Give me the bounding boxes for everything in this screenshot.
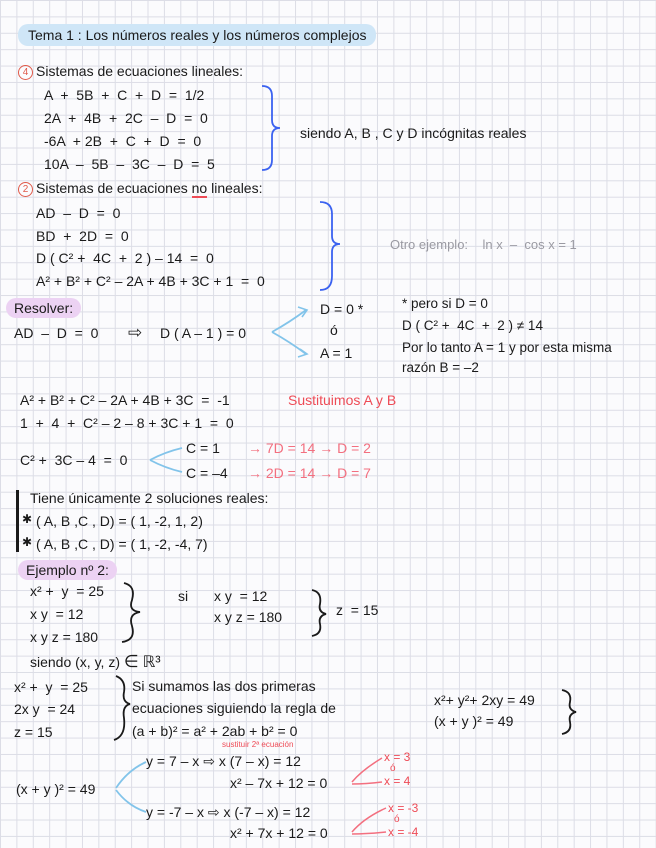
other-example: Otro ejemplo: ln x – cos x = 1	[390, 237, 577, 252]
section-1-title: Sistemas de ecuaciones lineales:	[36, 63, 244, 79]
r3-symbol: ℝ³	[142, 654, 161, 671]
equation: -6A + 2B + C + D = 0	[44, 133, 202, 149]
branch-1-root: x = 3	[384, 750, 411, 764]
branch-arrow	[272, 332, 306, 354]
solutions-sidebar	[16, 490, 19, 552]
or-text: ó	[390, 763, 396, 774]
branch-2-root: x = -3	[388, 801, 419, 815]
page-title-text: Tema 1 : Los números reales y los números complejos	[28, 27, 367, 43]
domain-text: siendo (x, y, z)	[30, 654, 120, 670]
root-arrow	[352, 832, 386, 834]
equation: AD – D = 0	[36, 205, 121, 221]
brace	[122, 583, 140, 642]
note-line: Por lo tanto A = 1 y por esta misma	[402, 340, 612, 355]
z-result: z = 15	[336, 602, 379, 618]
equation: x y = 12	[30, 606, 84, 622]
branch-arrow	[272, 310, 306, 332]
substitute-label: Sustituimos A y B	[288, 392, 397, 408]
root-c1: C = 1	[186, 440, 220, 456]
section-2-title-c: lineales:	[207, 180, 263, 196]
solution-a1: A = 1	[320, 345, 353, 361]
root-c1-result: → 7D = 14 → D = 2	[248, 440, 371, 456]
equation: z = 15	[14, 724, 53, 740]
equation: x y z = 180	[214, 609, 283, 625]
equation: x² + y = 25	[30, 583, 104, 599]
section-number-badge: 4	[18, 65, 33, 80]
bullet-icon: ✱	[22, 512, 33, 526]
branch-2-quadratic: x² + 7x + 12 = 0	[230, 825, 328, 841]
equation: A² + B² + C² – 2A + 4B + 3C + 1 = 0	[36, 273, 265, 289]
substitution-note: sustituir 2ª ecuación	[222, 740, 294, 749]
brace	[320, 202, 340, 290]
branch-2-root: x = -4	[388, 825, 419, 839]
equation: A + 5B + C + D = 1/2	[44, 87, 205, 103]
solution-1: ( A, B ,C , D) = ( 1, -2, 1, 2)	[36, 513, 203, 529]
equation: 2x y = 24	[14, 701, 76, 717]
branch-arrow	[116, 762, 146, 788]
example-2-label-text: Ejemplo nº 2:	[26, 562, 109, 578]
section-2-title-underlined: no	[191, 180, 208, 196]
equation: C² + 3C – 4 = 0	[20, 452, 128, 468]
root-arrow	[352, 782, 382, 784]
branch-arrow	[116, 790, 146, 812]
branch-arrow	[150, 460, 182, 472]
branch-1-root: x = 4	[384, 774, 411, 788]
equation: x²+ y²+ 2xy = 49	[434, 692, 535, 708]
solution-d0-text: D = 0	[320, 301, 354, 317]
equation: D ( C² + 4C + 2 ) – 14 = 0	[36, 250, 214, 266]
equation: D ( A – 1 ) = 0	[160, 325, 246, 341]
explanation-line: Si sumamos las dos primeras	[132, 678, 316, 694]
resolver-label-text: Resolver:	[14, 300, 74, 316]
equation: A² + B² + C² – 2A + 4B + 3C = -1	[20, 392, 230, 408]
or-text: ó	[394, 814, 400, 825]
equation: x² + y = 25	[14, 679, 88, 695]
section-2-title-a: Sistemas de ecuaciones	[36, 180, 192, 196]
solutions-heading: Tiene únicamente 2 soluciones reales:	[30, 490, 269, 506]
solution-2: ( A, B ,C , D) = ( 1, -2, -4, 7)	[36, 536, 208, 552]
implies-arrow: ⇨	[128, 323, 143, 342]
element-of-symbol: ∈	[123, 652, 139, 671]
brace	[312, 590, 326, 636]
root-arrow	[352, 758, 382, 782]
branch-arrow	[150, 448, 182, 460]
explanation-line: ecuaciones siguiendo la regla de	[132, 700, 336, 716]
root-arrow	[352, 808, 386, 832]
equation: BD + 2D = 0	[36, 228, 129, 244]
branch-1-quadratic: x² – 7x + 12 = 0	[230, 775, 328, 791]
bullet-icon: ✱	[22, 535, 33, 549]
equation: (x + y )² = 49	[434, 713, 514, 729]
equation: 1 + 4 + C² – 2 – 8 + 3C + 1 = 0	[20, 415, 234, 431]
explanation-line: (a + b)² = a² + 2ab + b² = 0	[132, 723, 298, 739]
branch-1: y = 7 – x ⇨ x (7 – x) = 12	[146, 753, 301, 769]
equation: 2A + 4B + 2C – D = 0	[44, 110, 208, 126]
brace	[562, 690, 576, 734]
brace	[114, 676, 130, 740]
brace	[262, 86, 280, 170]
note-line: razón B = –2	[402, 360, 479, 375]
or-text: ó	[330, 322, 338, 338]
si-text: si	[178, 588, 189, 604]
equation: AD – D = 0	[14, 325, 99, 341]
equation: x y = 12	[214, 588, 268, 604]
note-line: * pero si D = 0	[402, 296, 488, 311]
note-line: D ( C² + 4C + 2 ) ≠ 14	[402, 318, 543, 333]
root-c2: C = –4	[186, 465, 228, 481]
branch-2: y = -7 – x ⇨ x (-7 – x) = 12	[146, 804, 311, 820]
root-c2-result: → 2D = 14 → D = 7	[248, 465, 371, 481]
section-1-note: siendo A, B , C y D incógnitas reales	[300, 125, 527, 141]
star-mark: *	[357, 301, 364, 317]
equation: 10A – 5B – 3C – D = 5	[44, 156, 215, 172]
equation: (x + y )² = 49	[16, 781, 96, 797]
section-number-badge: 2	[18, 182, 33, 197]
equation: x y z = 180	[30, 629, 99, 645]
